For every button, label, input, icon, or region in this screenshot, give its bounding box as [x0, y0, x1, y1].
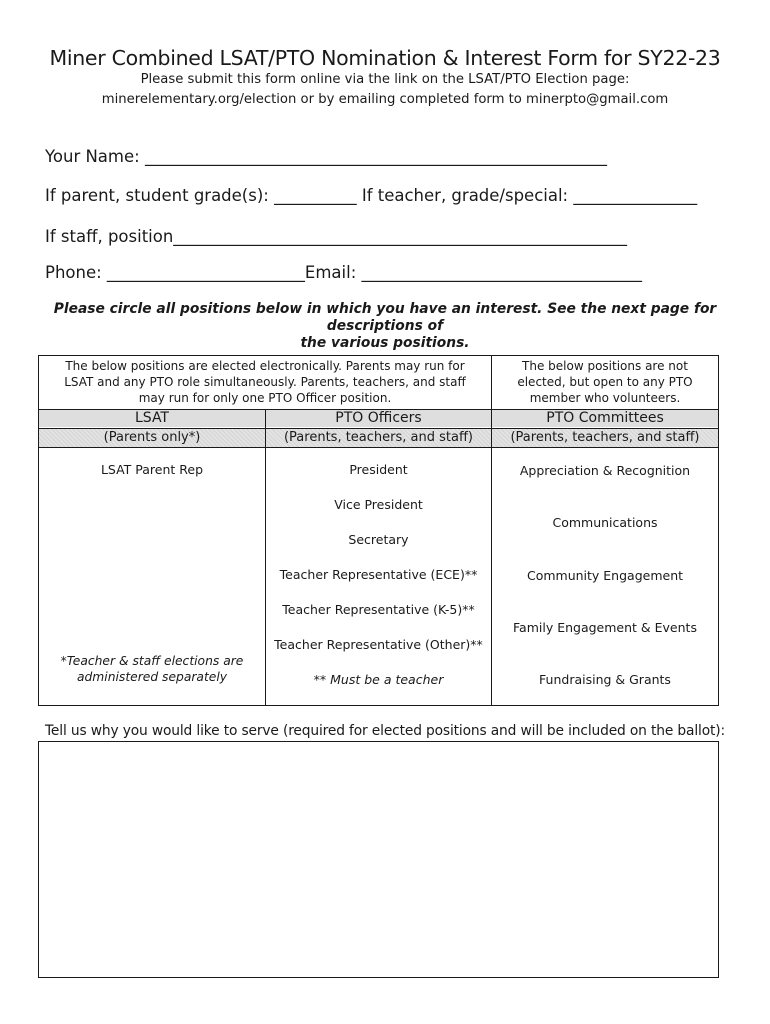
positions-table — [38, 355, 719, 706]
table-rule — [39, 447, 718, 448]
pto-committees-eligibility: (Parents, teachers, and staff) — [510, 430, 700, 445]
instructions-line2: the various positions. — [300, 335, 470, 351]
not-elected-note-line3: member who volunteers. — [529, 391, 681, 405]
position-teacher-rep-k5[interactable]: Teacher Representative (K-5)** — [282, 602, 475, 617]
position-president[interactable]: President — [349, 462, 408, 477]
not-elected-note-line2: elected, but open to any PTO — [517, 375, 693, 389]
elected-note — [43, 358, 487, 406]
lsat-footnote — [39, 653, 265, 685]
pto-officers-footnote: ** Must be a teacher — [313, 672, 444, 687]
staff-position-field[interactable]: If staff, position_______________________________________________________ — [45, 227, 628, 246]
elected-note-line2: LSAT and any PTO role simultaneously. Parents, teachers, and staff — [64, 375, 466, 389]
lsat-column-header: LSAT — [135, 410, 169, 426]
lsat-footnote-line2: administered separately — [76, 670, 228, 684]
committee-fundraising-grants[interactable]: Fundraising & Grants — [539, 672, 671, 687]
circle-instructions — [40, 301, 730, 352]
committee-community-engagement[interactable]: Community Engagement — [526, 568, 684, 583]
pto-committees-column-header: PTO Committees — [546, 410, 664, 426]
name-field[interactable]: Your Name: ________________________________________________________ — [45, 147, 607, 166]
lsat-footnote-line1: *Teacher & staff elections are — [60, 654, 244, 668]
position-secretary[interactable]: Secretary — [348, 532, 409, 547]
committee-appreciation-recognition[interactable]: Appreciation & Recognition — [519, 463, 691, 478]
grade-field[interactable]: If parent, student grade(s): __________ If teacher, grade/special: _______________ — [45, 186, 698, 205]
elected-note-line1: The below positions are elected electronically. Parents may run for — [65, 359, 465, 373]
serve-reason-label: Tell us why you would like to serve (required for elected positions and will be included on the ballot): — [45, 723, 725, 739]
elected-note-line3: may run for only one PTO Officer position. — [138, 391, 392, 405]
committee-family-engagement-events[interactable]: Family Engagement & Events — [513, 620, 697, 635]
committee-communications[interactable]: Communications — [552, 515, 658, 530]
serve-reason-textbox[interactable] — [38, 741, 719, 978]
position-teacher-rep-other[interactable]: Teacher Representative (Other)** — [274, 637, 483, 652]
pto-officers-eligibility: (Parents, teachers, and staff) — [283, 430, 473, 445]
form-title: Miner Combined LSAT/PTO Nomination & Interest Form for SY22-23 — [49, 46, 721, 70]
position-teacher-rep-ece[interactable]: Teacher Representative (ECE)** — [279, 567, 478, 582]
not-elected-note — [492, 358, 718, 406]
position-lsat-parent-rep[interactable]: LSAT Parent Rep — [100, 462, 204, 477]
phone-email-field[interactable]: Phone: ________________________Email: __________________________________ — [45, 263, 642, 282]
lsat-eligibility: (Parents only*) — [103, 430, 201, 445]
form-subtitle-line1: Please submit this form online via the link on the LSAT/PTO Election page: — [140, 72, 630, 87]
position-vice-president[interactable]: Vice President — [334, 497, 423, 512]
table-divider — [265, 409, 266, 705]
pto-officers-column-header: PTO Officers — [335, 410, 422, 426]
form-subtitle-line2: minerelementary.org/election or by emailing completed form to minerpto@gmail.com — [101, 92, 669, 107]
instructions-line1: Please circle all positions below in which you have an interest. See the next page for descriptions of — [53, 301, 717, 334]
not-elected-note-line1: The below positions are not — [522, 359, 688, 373]
